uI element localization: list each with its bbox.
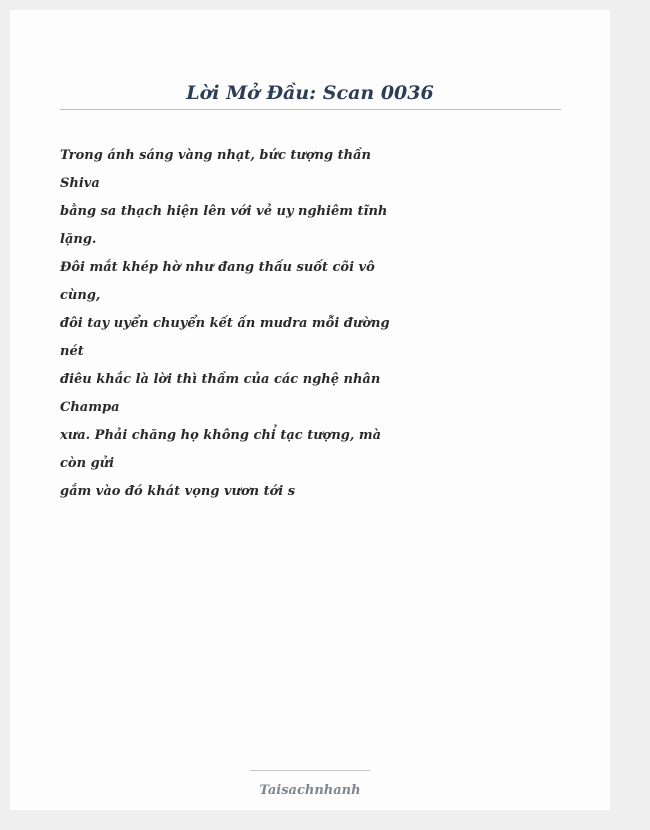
footer-text: Taisachnhanh [259, 783, 361, 798]
text-line: còn gửi [60, 456, 115, 471]
text-line: Đôi mắt khép hờ như đang thấu suốt cõi vô [60, 260, 375, 275]
body-text [60, 142, 390, 506]
text-line: nét [60, 344, 84, 359]
text-line: Champa [60, 400, 120, 415]
text-line: điêu khắc là lời thì thầm của các nghệ nhân [60, 372, 381, 387]
text-line: cùng, [60, 288, 101, 303]
text-line: Trong ánh sáng vàng nhạt, bức tượng thần [60, 148, 371, 163]
text-line: Shiva [60, 176, 100, 191]
text-line: lặng. [60, 232, 97, 247]
page-title: Lời Mở Đầu: Scan 0036 [186, 82, 434, 104]
text-line: xưa. Phải chăng họ không chỉ tạc tượng, mà [60, 428, 382, 443]
text-line: bằng sa thạch hiện lên với vẻ uy nghiêm tĩnh [60, 204, 388, 219]
text-line: đôi tay uyển chuyển kết ấn mudra mỗi đường [60, 316, 390, 331]
text-line: gắm vào đó khát vọng vươn tới s [60, 484, 296, 499]
title-divider [60, 109, 561, 110]
footer-divider [250, 770, 370, 771]
document-page [10, 10, 610, 810]
